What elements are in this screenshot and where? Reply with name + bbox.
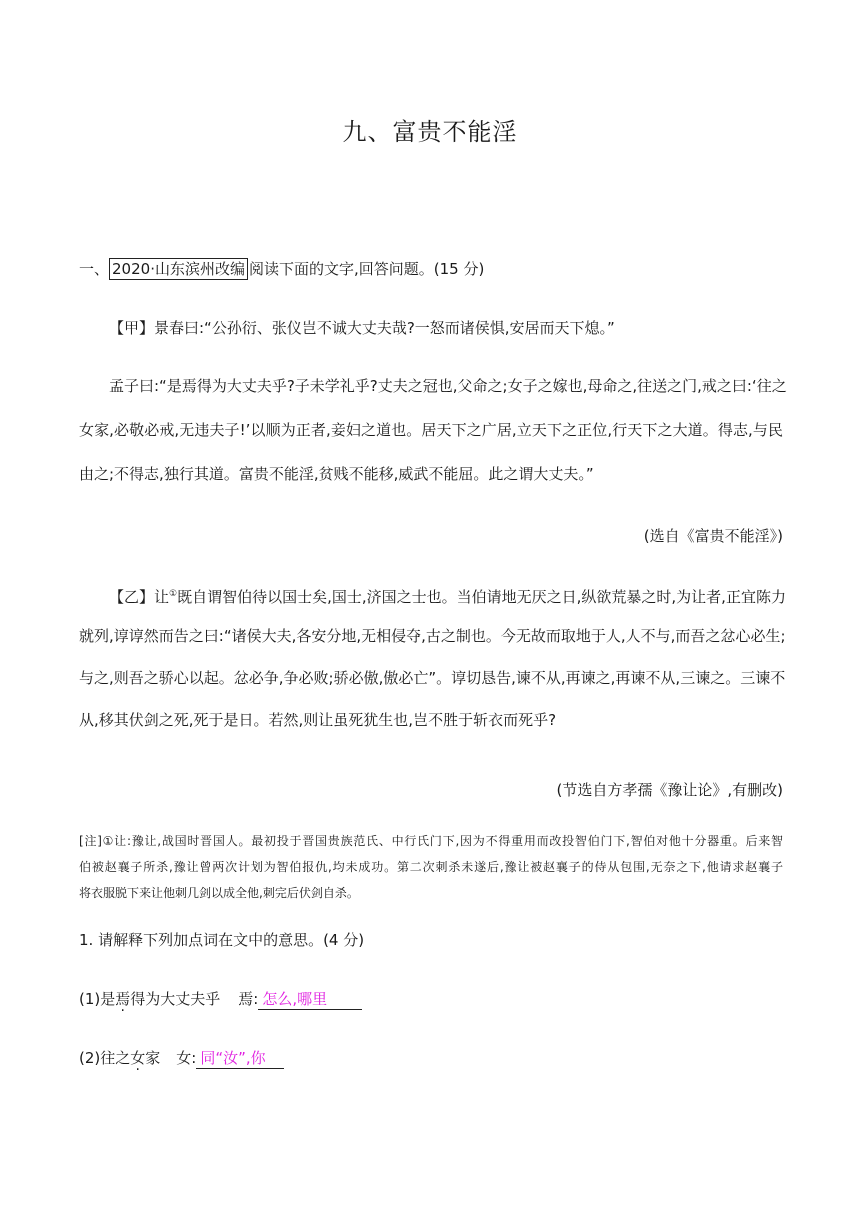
question-1-item <box>79 988 362 1010</box>
passage-jia-body <box>79 370 787 490</box>
note-line: 将衣服脱下来让他刺几剑以成全他,刺完后伏剑自杀。 <box>79 886 359 900</box>
jia-para-line: 由之;不得志,独行其道。富贵不能淫,贫贱不能移,威武不能屈。此之谓大丈夫。” <box>79 465 594 483</box>
jia-para-line: 孟子曰:“是焉得为大丈夫乎?子未学礼乎?丈夫之冠也,父命之;女子之嫁也,母命之,往送之门,戒之曰:‘往之 <box>109 377 787 395</box>
question-header <box>79 258 484 279</box>
item-label: 焉: <box>238 990 259 1008</box>
yi-source <box>79 774 783 806</box>
item-text-post: 得为大丈夫乎 <box>130 990 221 1008</box>
passage-jia-intro <box>79 312 783 344</box>
annotation-note <box>79 829 783 905</box>
note-line: [注]①让:豫让,战国时晋国人。最初投于晋国贵族范氏、中行氏门下,因为不得重用而改投智伯门下,智伯对他十分器重。后来智 <box>79 834 783 848</box>
dotted-word: 女 <box>130 1049 146 1067</box>
yi-line <box>79 578 786 610</box>
question-1-item <box>79 1047 284 1069</box>
answer-blank[interactable]: 怎么,哪里 <box>258 989 362 1010</box>
dotted-word: 焉 <box>115 990 131 1008</box>
question-instruction: 阅读下面的文字,回答问题。(15 分) <box>248 260 485 278</box>
footnote-mark: ① <box>169 589 178 599</box>
yi-first-rest: 既自谓智伯待以国士矣,国士,济国之士也。当伯请地无厌之日,纵欲荒暴之时,为让者,正宜陈力 <box>177 588 786 606</box>
yi-line: 从,移其伏剑之死,死于是日。若然,则让虽死犹生也,岂不胜于斩衣而死乎? <box>79 711 557 729</box>
item-text-pre: 是 <box>100 990 116 1008</box>
jia-source <box>79 520 783 552</box>
item-number: (1) <box>79 990 101 1008</box>
item-text-post: 家 <box>145 1049 161 1067</box>
yi-prefix: 【乙】让 <box>109 588 170 606</box>
answer-blank[interactable]: 同“汝”,你 <box>196 1048 284 1069</box>
jia-para-line: 女家,必敬必戒,无违夫子!’以顺为正者,妾妇之道也。居天下之广居,立天下之正位,行天下之大道。得志,与民 <box>79 421 783 439</box>
page-title: 九、富贵不能淫 <box>342 118 518 146</box>
jia-line: 【甲】景春曰:“公孙衍、张仪岂不诚大丈夫哉?一怒而诸侯惧,安居而天下熄。” <box>109 319 615 337</box>
passage-yi <box>79 578 786 736</box>
yi-line: 与之,则吾之骄心以起。忿必争,争必败;骄必傲,傲必亡”。谆切恳告,谏不从,再谏之,再谏不从,三谏之。三谏不 <box>79 669 786 687</box>
jia-source-text: (选自《富贵不能淫》) <box>643 527 783 545</box>
yi-source-text: (节选自方孝孺《豫让论》,有删改) <box>556 781 783 799</box>
note-line: 伯被赵襄子所杀,豫让曾两次计划为智伯报仇,均未成功。第二次刺杀未遂后,豫让被赵襄子的侍从包围,无奈之下,他请求赵襄子 <box>79 860 783 874</box>
question-number: 一、 <box>79 260 110 278</box>
item-number: (2) <box>79 1049 101 1067</box>
item-text-pre: 往之 <box>100 1049 131 1067</box>
item-label: 女: <box>176 1049 197 1067</box>
question-1-stem: 1. 请解释下列加点词在文中的意思。(4 分) <box>79 931 365 949</box>
source-tag: 2020·山东滨州改编 <box>109 258 248 280</box>
yi-line: 就列,谆谆然而告之曰:“诸侯大夫,各安分地,无相侵夺,古之制也。今无故而取地于人,人不与,而吾之忿心必生; <box>79 627 786 645</box>
